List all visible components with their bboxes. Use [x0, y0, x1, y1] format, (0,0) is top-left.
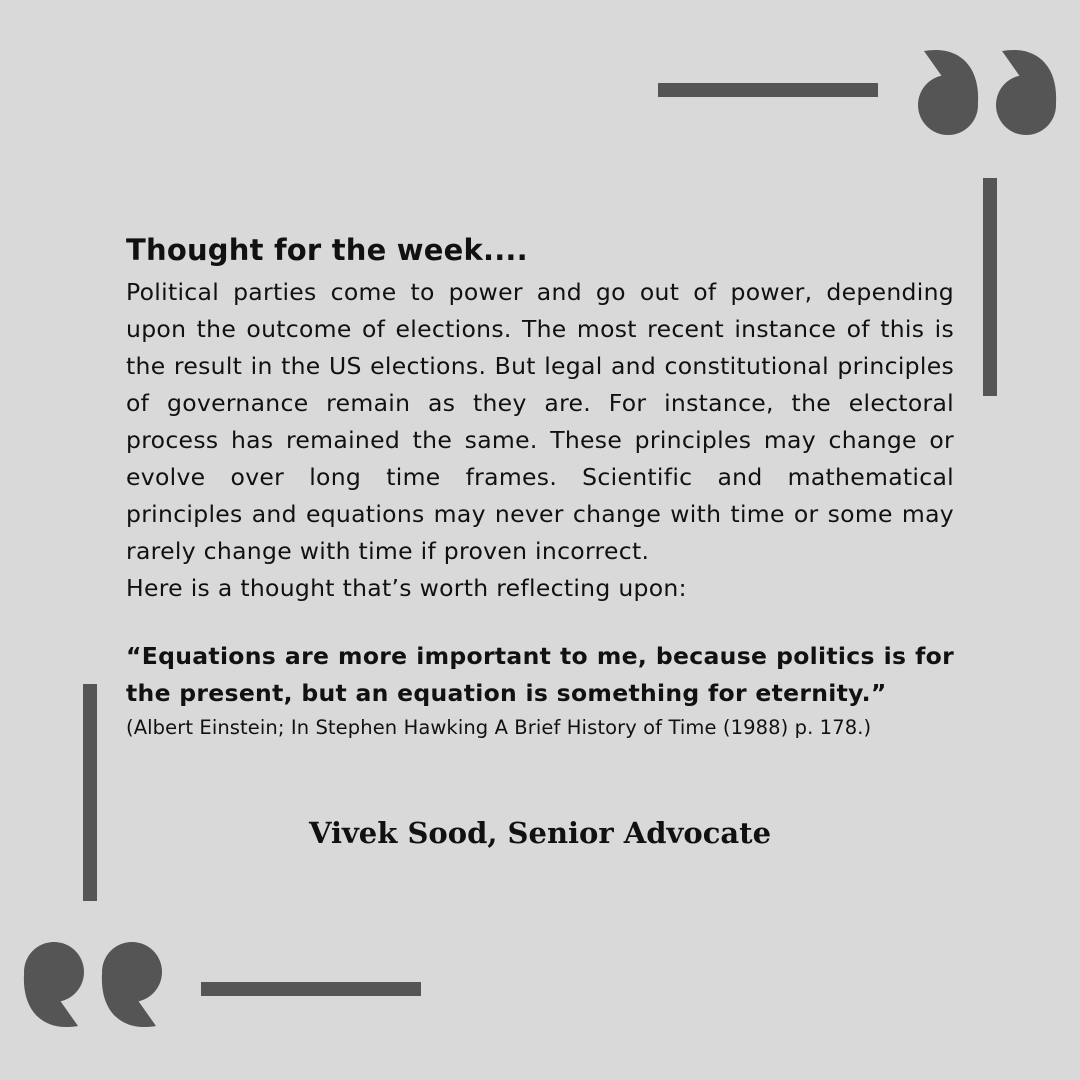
featured-quote: “Equations are more important to me, because politics is for the present, but an equation is something for eternity.” [126, 642, 954, 707]
author-signature: Vivek Sood, Senior Advocate [308, 816, 772, 850]
body-paragraph: Political parties come to power and go out of power, depending upon the outcome of elections. The most recent instance of this is the result in the US elections. But legal and constitutional principles of governance remain as they are. For instance, the electoral process has remained the same. These principles may change or evolve over long time frames. Scientific and mathematical principles and equations may never change with time or some may rarely change with time if proven incorrect. [126, 278, 954, 565]
closing-quote-icon [918, 45, 1060, 137]
right-decorative-bar [983, 178, 997, 396]
main-content [126, 226, 954, 744]
opening-quote-icon [20, 940, 162, 1032]
quote-citation: (Albert Einstein; In Stephen Hawking A Brief History of Time (1988) p. 178.) [126, 716, 872, 739]
page-title: Thought for the week.... [126, 233, 528, 267]
left-decorative-bar [83, 684, 97, 901]
lead-in-text: Here is a thought that’s worth reflecting upon: [126, 574, 687, 602]
top-decorative-bar [658, 83, 878, 97]
bottom-decorative-bar [201, 982, 421, 996]
